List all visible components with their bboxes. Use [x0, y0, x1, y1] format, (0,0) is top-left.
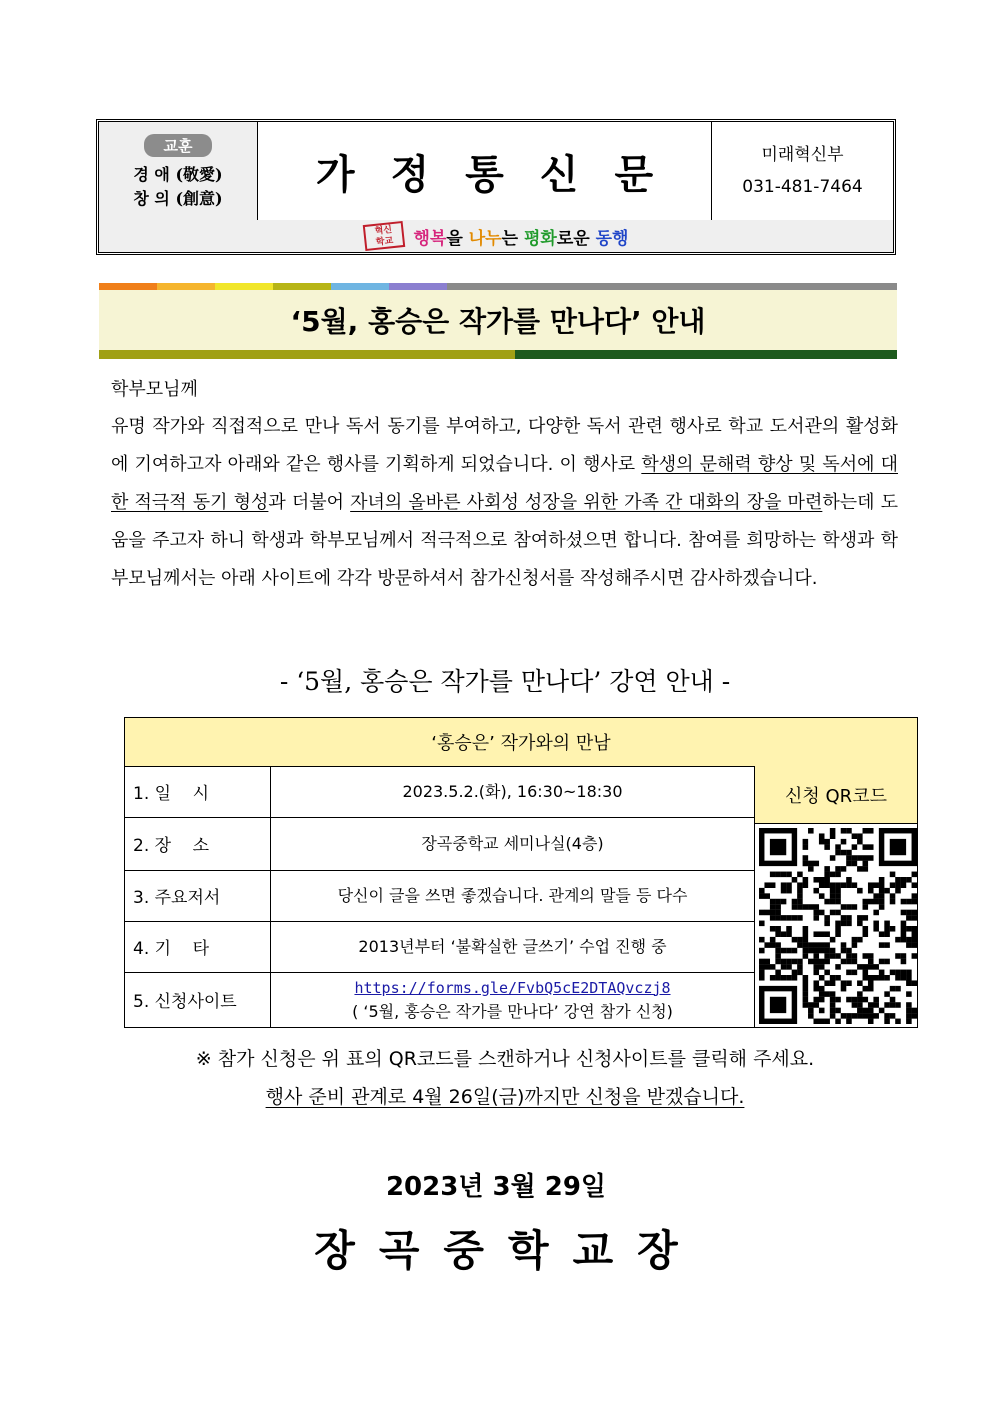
slogan-part: 나누 [468, 228, 502, 249]
stripe-segment [157, 283, 215, 290]
stripe-segment [389, 283, 447, 290]
department-phone: 031-481-7464 [742, 177, 863, 197]
slogan-part: 행복 [413, 228, 447, 249]
motto-line-1: 경 애 (敬愛) [133, 165, 223, 184]
salutation: 학부모님께 [111, 379, 198, 400]
event-heading: ‘홍승은’ 작가와의 만남 [125, 718, 917, 767]
row-label: 4. 기 타 [125, 921, 271, 972]
slogan-part: 는 [501, 228, 524, 249]
stripe-segment [447, 283, 897, 290]
table-row [125, 766, 754, 818]
signer: 장곡중학교장 [314, 1226, 702, 1275]
slogan-part: 동행 [595, 228, 629, 249]
school-slogan [414, 224, 629, 249]
motto-line-2: 창 의 (創意) [133, 189, 223, 208]
department-info [712, 122, 893, 220]
row-value-venue: 장곡중학교 세미나실(4층) [421, 833, 604, 853]
emphasis-family-dialogue: 자녀의 올바른 사회성 성장을 위한 가족 간 대화의 장을 마련 [350, 492, 823, 513]
school-motto [99, 122, 258, 220]
row-value-datetime: 2023.5.2.(화), 16:30~18:30 [402, 781, 623, 801]
signup-description: ( ‘5월, 홍승은 작가를 만나다’ 강연 참가 신청) [352, 1001, 673, 1021]
bottom-bar-segment [515, 350, 897, 359]
row-label: 3. 주요저서 [125, 870, 271, 921]
signup-deadline: 행사 준비 관계로 4월 26일(금)까지만 신청을 받겠습니다. [265, 1086, 745, 1108]
row-label: 5. 신청사이트 [125, 972, 271, 1027]
row-label: 1. 일 시 [125, 766, 271, 817]
row-value-books: 당신이 글을 쓰면 좋겠습니다. 관계의 말들 등 다수 [337, 885, 688, 905]
qr-label: 신청 QR코드 [755, 766, 917, 824]
stripe-segment [215, 283, 273, 290]
slogan-row [99, 220, 893, 252]
stripe-segment [273, 283, 331, 290]
row-label: 2. 장 소 [125, 817, 271, 870]
announcement-title: ‘5월, 홍승은 작가를 만나다’ 안내 [99, 290, 897, 350]
row-value-etc: 2013년부터 ‘불확실한 글쓰기’ 수업 진행 중 [358, 936, 667, 956]
section-title: - ‘5월, 홍승은 작가를 만나다’ 강연 안내 - [279, 667, 731, 696]
bottom-bar-segment [99, 350, 515, 359]
emphasis-literacy: 학생의 문해력 향상 및 독서에 대한 적극적 동기 형성 [111, 454, 898, 513]
header-top-row [99, 122, 893, 221]
stripe-segment [99, 283, 157, 290]
newsletter-header [96, 119, 896, 255]
banner-bottom-bar [99, 350, 897, 359]
signup-link[interactable]: https://forms.gle/FvbQ5cE2DTAQvczj8 [354, 978, 671, 997]
qr-code-icon[interactable] [759, 828, 917, 1024]
banner-color-stripe [99, 283, 897, 290]
slogan-part: 평화 [523, 228, 557, 249]
slogan-part: 을 [446, 228, 469, 249]
stripe-segment [331, 283, 389, 290]
letter-body: 유명 작가와 직접적으로 만나 독서 동기를 부여하고, 다양한 독서 관련 행사로 학교 도서관의 활성화에 기여하고자 아래와 같은 행사를 기획하게 되었습니다. 이 행사로 학생의 문해력 향상 및 독서에 대한 적극적 동기 형성과 더불어 자녀의 올바른 사회성 성장을 위한 가족 간 대화의 장을 마련하는데 도움을 주고자 하니 학생과 학부모님께서 적극적으로 참여하셨으면 합니다. 참여를 희망하는 학생과 학부모님께서는 아래 사이트에 각각 방문하셔서 참가신청서를 작성해주시면 감사하겠습니다. [111, 416, 898, 589]
qr-column [754, 766, 917, 1027]
table-row [125, 817, 754, 871]
slogan-part: 로운 [556, 228, 596, 249]
motto-tag: 교훈 [144, 134, 213, 157]
issue-date: 2023년 3월 29일 [385, 1172, 607, 1202]
table-row [125, 870, 754, 922]
page-title: 가정통신문 [258, 122, 712, 220]
innovation-school-badge-icon: 혁신 학교 [362, 221, 404, 251]
row-value-signup [271, 972, 754, 1027]
table-row [125, 921, 754, 973]
department-name: 미래혁신부 [761, 145, 844, 165]
event-table [124, 717, 918, 1028]
signup-instruction: ※ 참가 신청은 위 표의 QR코드를 스캔하거나 신청사이트를 클릭해 주세요. [195, 1048, 815, 1070]
table-row [125, 972, 754, 1028]
